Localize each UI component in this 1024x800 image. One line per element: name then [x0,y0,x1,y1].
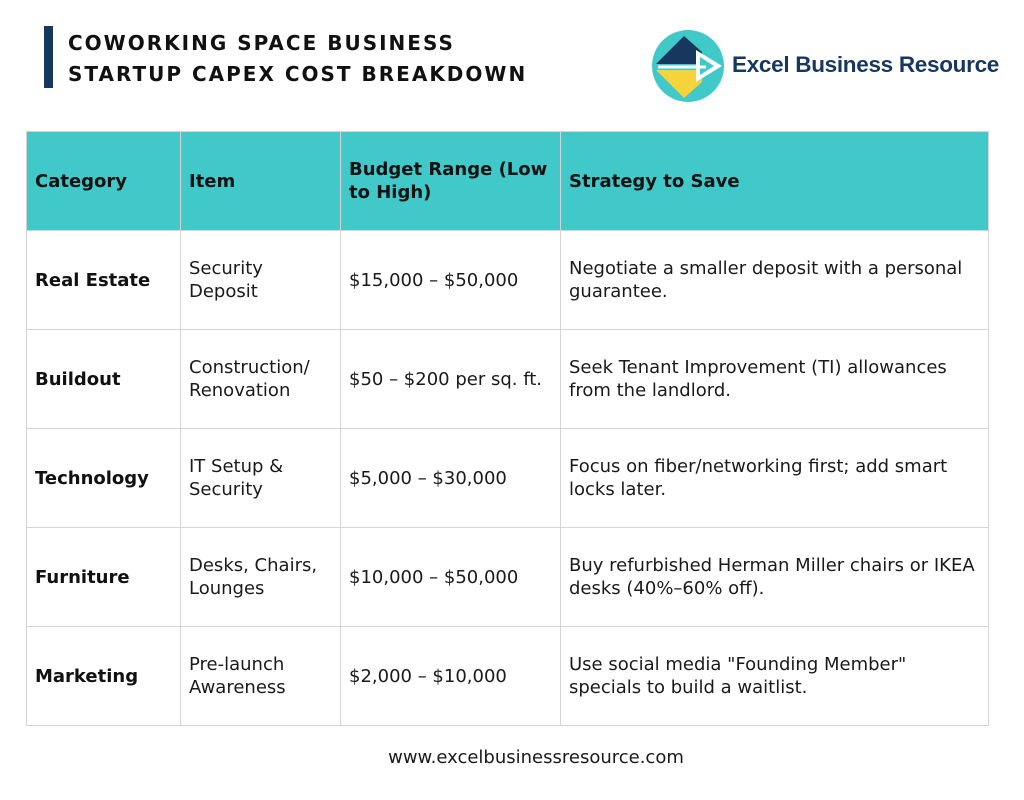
brand-name: Excel Business Resource [732,52,999,77]
strategy-cell: Use social media "Founding Member" specials to build a waitlist. [561,627,989,726]
category-cell: Technology [27,429,181,528]
category-cell: Real Estate [27,231,181,330]
table-header-row [27,132,989,231]
page-title-line-2: STARTUP CAPEX COST BREAKDOWN [68,62,528,86]
column-header-category: Category [27,132,181,231]
column-header-strategy: Strategy to Save [561,132,989,231]
item-cell: IT Setup & Security [181,429,341,528]
table-row [27,231,989,330]
page-title [68,28,527,90]
budget-cell: $2,000 – $10,000 [341,627,561,726]
category-cell: Marketing [27,627,181,726]
item-cell: Desks, Chairs, Lounges [181,528,341,627]
arrow-circle-logo-icon [650,28,726,104]
capex-table [26,131,989,726]
budget-cell: $5,000 – $30,000 [341,429,561,528]
brand-logo [650,28,999,104]
category-cell: Buildout [27,330,181,429]
title-accent-bar [44,26,53,88]
item-cell: Security Deposit [181,231,341,330]
item-cell: Construction/ Renovation [181,330,341,429]
column-header-budget: Budget Range (Low to High) [341,132,561,231]
table-row [27,528,989,627]
website-url: www.excelbusinessresource.com [388,747,684,768]
strategy-cell: Seek Tenant Improvement (TI) allowances from the landlord. [561,330,989,429]
column-header-item: Item [181,132,341,231]
budget-cell: $50 – $200 per sq. ft. [341,330,561,429]
table-row [27,627,989,726]
table-row [27,330,989,429]
strategy-cell: Buy refurbished Herman Miller chairs or IKEA desks (40%–60% off). [561,528,989,627]
item-cell: Pre-launch Awareness [181,627,341,726]
table-row [27,429,989,528]
budget-cell: $15,000 – $50,000 [341,231,561,330]
category-cell: Furniture [27,528,181,627]
strategy-cell: Focus on fiber/networking first; add smart locks later. [561,429,989,528]
page-title-line-1: COWORKING SPACE BUSINESS [68,31,455,55]
budget-cell: $10,000 – $50,000 [341,528,561,627]
strategy-cell: Negotiate a smaller deposit with a personal guarantee. [561,231,989,330]
